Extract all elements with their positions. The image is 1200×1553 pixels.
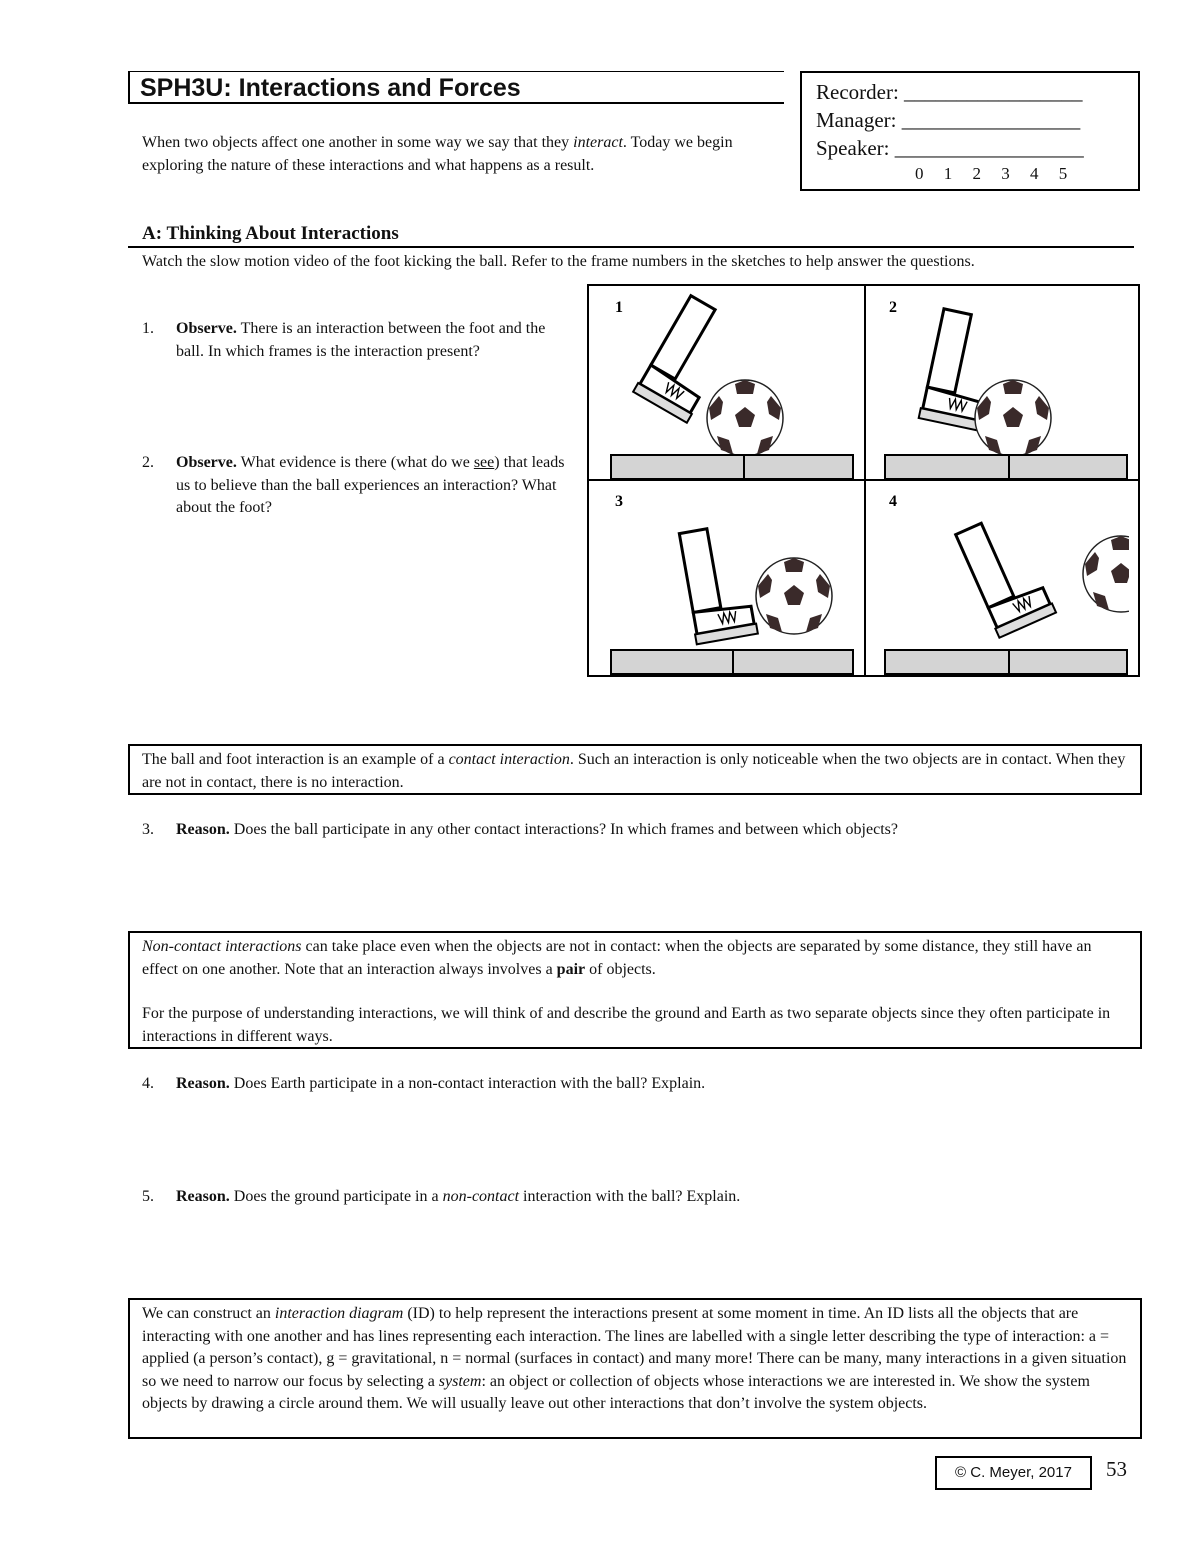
ground-frame-2 [885,455,1127,479]
ground-frame-3 [611,650,853,674]
question-5: Reason. Does the ground participate in a non-contact interaction with the ball? Explain. [176,1188,741,1205]
contact-interaction-note: The ball and foot interaction is an example of a contact interaction. Such an interaction is only noticeable when the two objects are in contact. When they are not in contact, there is no interaction. [128,744,1142,795]
non-contact-interaction-note [128,931,1142,1049]
intro-text: When two objects affect one another in some way we say that they interact. Today we begin exploring the nature of these interactions and what happens as a result. [142,134,733,174]
frame-label-2: 2 [889,299,897,316]
section-divider [128,246,1134,248]
ball-frame-4 [1083,536,1138,612]
ground-frame-1 [611,455,853,479]
ball-frame-3 [756,558,832,634]
page-title: SPH3U: Interactions and Forces [140,74,521,102]
foot-frame-4 [954,510,1056,638]
question-5-number: 5. [142,1188,154,1205]
frame-label-1: 1 [615,299,623,316]
foot-frame-3 [677,523,758,644]
ball-frame-2 [975,380,1051,456]
question-3-number: 3. [142,821,154,838]
question-2: Observe. What evidence is there (what do we see) that leads us to believe than the ball experiences an interaction? What about the foot? [176,454,565,516]
page-number: 53 [1106,1457,1127,1481]
interaction-diagram-note: We can construct an interaction diagram (ID) to help represent the interactions present at some moment in time. An ID lists all the objects that are interacting with one another and has lines representing each interaction. The lines are labelled with a single letter describing the type of interaction: a = applied (a person’s contact), g = gravitational, n = normal (surfaces in contact) and many more! There can be many, many interactions in a given situation so we need to narrow our focus by selecting a system: an object or collection of objects whose interactions we are interested in. We show the system objects by drawing a circle around them. We will usually leave out other interactions that don’t involve the system objects. [128,1298,1142,1439]
note-paragraph-1: Non-contact interactions can take place even when the objects are not in contact: when the objects are separated by some distance, they still have an effect on one another. Note that an interaction always involves a pair of objects. [142,938,1092,978]
ball-frame-1 [707,380,783,456]
recorder-field: Recorder: _________________ [816,80,1083,104]
question-3: Reason. Does the ball participate in any other contact interactions? In which frames and between which objects? [176,821,898,838]
ground-frame-4 [885,650,1127,674]
question-4: Reason. Does Earth participate in a non-contact interaction with the ball? Explain. [176,1075,706,1092]
kick-frames-figure [587,284,1140,677]
note-paragraph-2: For the purpose of understanding interactions, we will think of and describe the ground and Earth as two separate objects since they often participate in interactions in different ways. [142,1005,1111,1045]
section-a-heading: A: Thinking About Interactions [142,223,399,244]
question-2-number: 2. [142,454,154,471]
frame-label-4: 4 [889,493,897,510]
section-a-text: Watch the slow motion video of the foot kicking the ball. Refer to the frame numbers in the sketches to help answer the questions. [142,253,975,270]
copyright-badge: © C. Meyer, 2017 [935,1456,1092,1490]
frame-label-3: 3 [615,493,623,510]
manager-field: Manager: _________________ [816,108,1081,132]
speaker-field: Speaker: __________________ [816,136,1084,160]
question-4-number: 4. [142,1075,154,1092]
question-1: Observe. There is an interaction between the foot and the ball. In which frames is the interaction present? [176,320,546,360]
question-1-number: 1. [142,320,154,337]
rating-scale: 0 1 2 3 4 5 [915,164,1076,183]
